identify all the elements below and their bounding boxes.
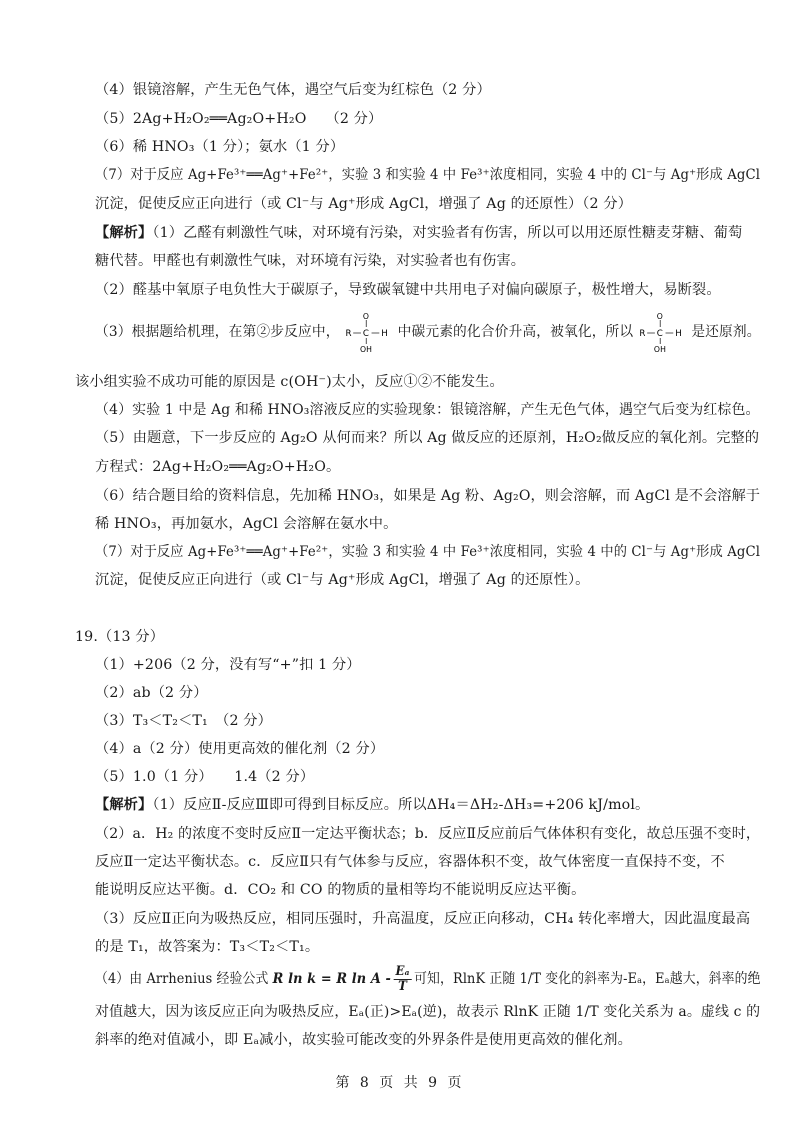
q19-analysis-3-line2: 的是 T₁，故答案为：T₃＜T₂＜T₁。 [95,939,320,955]
q19-analysis-4-line1: （4）由 Arrhenius 经验公式 R ln k = R ln A - $\frac{\text{Eₐ}}{T}$ 可知，RlnK 正随 1/T 变化的斜率为-Eₐ，Eₐ越大，斜率的绝 [95,963,761,994]
svg-text:OH: OH [359,344,373,354]
q19-analysis-4-line2: 对值越大，因为该反应正向为吸热反应，Eₐ(正)>Eₐ(逆)，故表示 RlnK 正随 1/T 变化关系为 a。虚线 c 的 [95,1004,761,1020]
q18-answer-7-line1: （7）对于反应 Ag+Fe³⁺══Ag⁺+Fe²⁺，实验 3 和实验 4 中 Fe³⁺浓度相同，实验 4 中的 Cl⁻与 Ag⁺形成 AgCl [95,167,761,183]
q19-analysis-3-line1: （3）反应Ⅱ正向为吸热反应，相同压强时，升高温度，反应正向移动，CH₄ 转化率增大，因此温度最高 [95,911,751,927]
q18-analysis-6-line2: 稀 HNO₃，再加氨水，AgCl 会溶解在氨水中。 [95,516,398,532]
q19-analysis-1: 【解析】（1）反应Ⅱ-反应Ⅲ即可得到目标反应。所以ΔH₄＝ΔH₂-ΔH₃=+206 kJ/mol。 [95,797,650,813]
q19-analysis-2-line3: 能说明反应达平衡。d．CO₂ 和 CO 的物质的量相等均不能说明反应达平衡。 [95,882,586,898]
q19-analysis-2-line2: 反应Ⅱ一定达平衡状态。c．反应Ⅱ只有气体参与反应，容器体积不变，故气体密度一直保持不变，不 [95,854,725,870]
page-footer: 第 8 页 共 9 页 [335,1075,465,1091]
q19-analysis-2-line1: （2）a．H₂ 的浓度不变时反应Ⅱ一定达平衡状态；b．反应Ⅱ反应前后气体体积有变化，故总压强不变时， [95,826,761,842]
q19-answer-3: （3）T₃＜T₂＜T₁ （2 分） [95,713,272,729]
q18-analysis-3-line1: （3）根据题给机理，在第②步反应中， R C H O OH 中碳元素的化合价升高，被氧化，所以 R C H O OH 是还原剂。 [95,311,761,354]
q19-answer-4: （4）a（2 分）使用更高效的催化剂（2 分） [95,741,385,757]
hydroxy-formyl-structure [342,310,396,354]
q18-analysis-6-line1: （6）结合题目给的资料信息，先加稀 HNO₃，如果是 Ag 粉、Ag₂O，则会溶解，而 AgCl 是不会溶解于 [95,488,761,504]
q19-answer-2: （2）ab（2 分） [95,685,208,701]
arrhenius-fraction: $\frac{\text{Eₐ}}{T}$ [395,963,410,994]
svg-text:H: H [381,328,388,340]
q19-answer-5: （5）1.0（1 分） 1.4（2 分） [95,769,315,785]
q18-answer-5: （5）2Ag+H₂O₂══Ag₂O+H₂O （2 分） [95,111,383,127]
analysis-label: 【解析】 [95,225,153,241]
q18-answer-4: （4）银镜溶解，产生无色气体，遇空气后变为红棕色（2 分） [95,82,491,98]
q19-header: 19.（13 分） [75,629,165,645]
q18-analysis-4: （4）实验 1 中是 Ag 和稀 HNO₃溶液反应的实验现象：银镜溶解，产生无色气体，遇空气后变为红棕色。 [95,402,760,418]
arrhenius-formula: R ln k = R ln A - [272,971,391,987]
hydroxy-formyl-structure [635,310,689,354]
q18-analysis-5-line1: （5）由题意，下一步反应的 Ag₂O 从何而来？所以 Ag 做反应的还原剂，H₂O₂做反应的氧化剂。完整的 [95,430,760,446]
q18-analysis-7-line1: （7）对于反应 Ag+Fe³⁺══Ag⁺+Fe²⁺，实验 3 和实验 4 中 Fe³⁺浓度相同，实验 4 中的 Cl⁻与 Ag⁺形成 AgCl [95,544,761,560]
svg-text:C: C [656,328,663,340]
analysis-label: 【解析】 [95,797,153,813]
q18-analysis-1-line1: 【解析】（1）乙醛有刺激性气味，对环境有污染，对实验者有伤害，所以可以用还原性糖麦芽糖、葡萄 [95,225,743,241]
svg-text:O: O [362,311,370,322]
q19-answer-1: （1）+206（2 分，没有写“+”扣 1 分） [95,657,361,673]
q18-answer-7-line2: 沉淀，促使反应正向进行（或 Cl⁻与 Ag⁺形成 AgCl，增强了 Ag 的还原性）（2 分） [95,196,633,212]
svg-text:R: R [639,328,646,340]
q19-analysis-4-line3: 斜率的绝对值减小，即 Eₐ减小，故实验可能改变的外界条件是使用更高效的催化剂。 [95,1032,632,1048]
svg-text:O: O [656,311,663,322]
q18-analysis-5-line2: 方程式：2Ag+H₂O₂══Ag₂O+H₂O。 [95,459,341,475]
svg-text:H: H [674,328,682,340]
svg-text:R: R [345,328,352,340]
svg-text:C: C [362,328,370,340]
q18-analysis-1-line2: 糖代替。甲醛也有刺激性气味，对环境有污染，对实验者也有伤害。 [95,253,526,269]
q18-analysis-3-line2: 该小组实验不成功可能的原因是 c(OH⁻)太小，反应①②不能发生。 [75,374,504,390]
svg-text:OH: OH [653,344,666,354]
q18-answer-6: （6）稀 HNO₃（1 分）；氨水（1 分） [95,139,345,155]
q18-analysis-2: （2）醛基中氧原子电负性大于碳原子，导致碳氧键中共用电子对偏向碳原子，极性增大，易断裂。 [95,282,721,298]
q18-analysis-7-line2: 沉淀，促使反应正向进行（或 Cl⁻与 Ag⁺形成 AgCl，增强了 Ag 的还原性）。 [95,572,590,588]
